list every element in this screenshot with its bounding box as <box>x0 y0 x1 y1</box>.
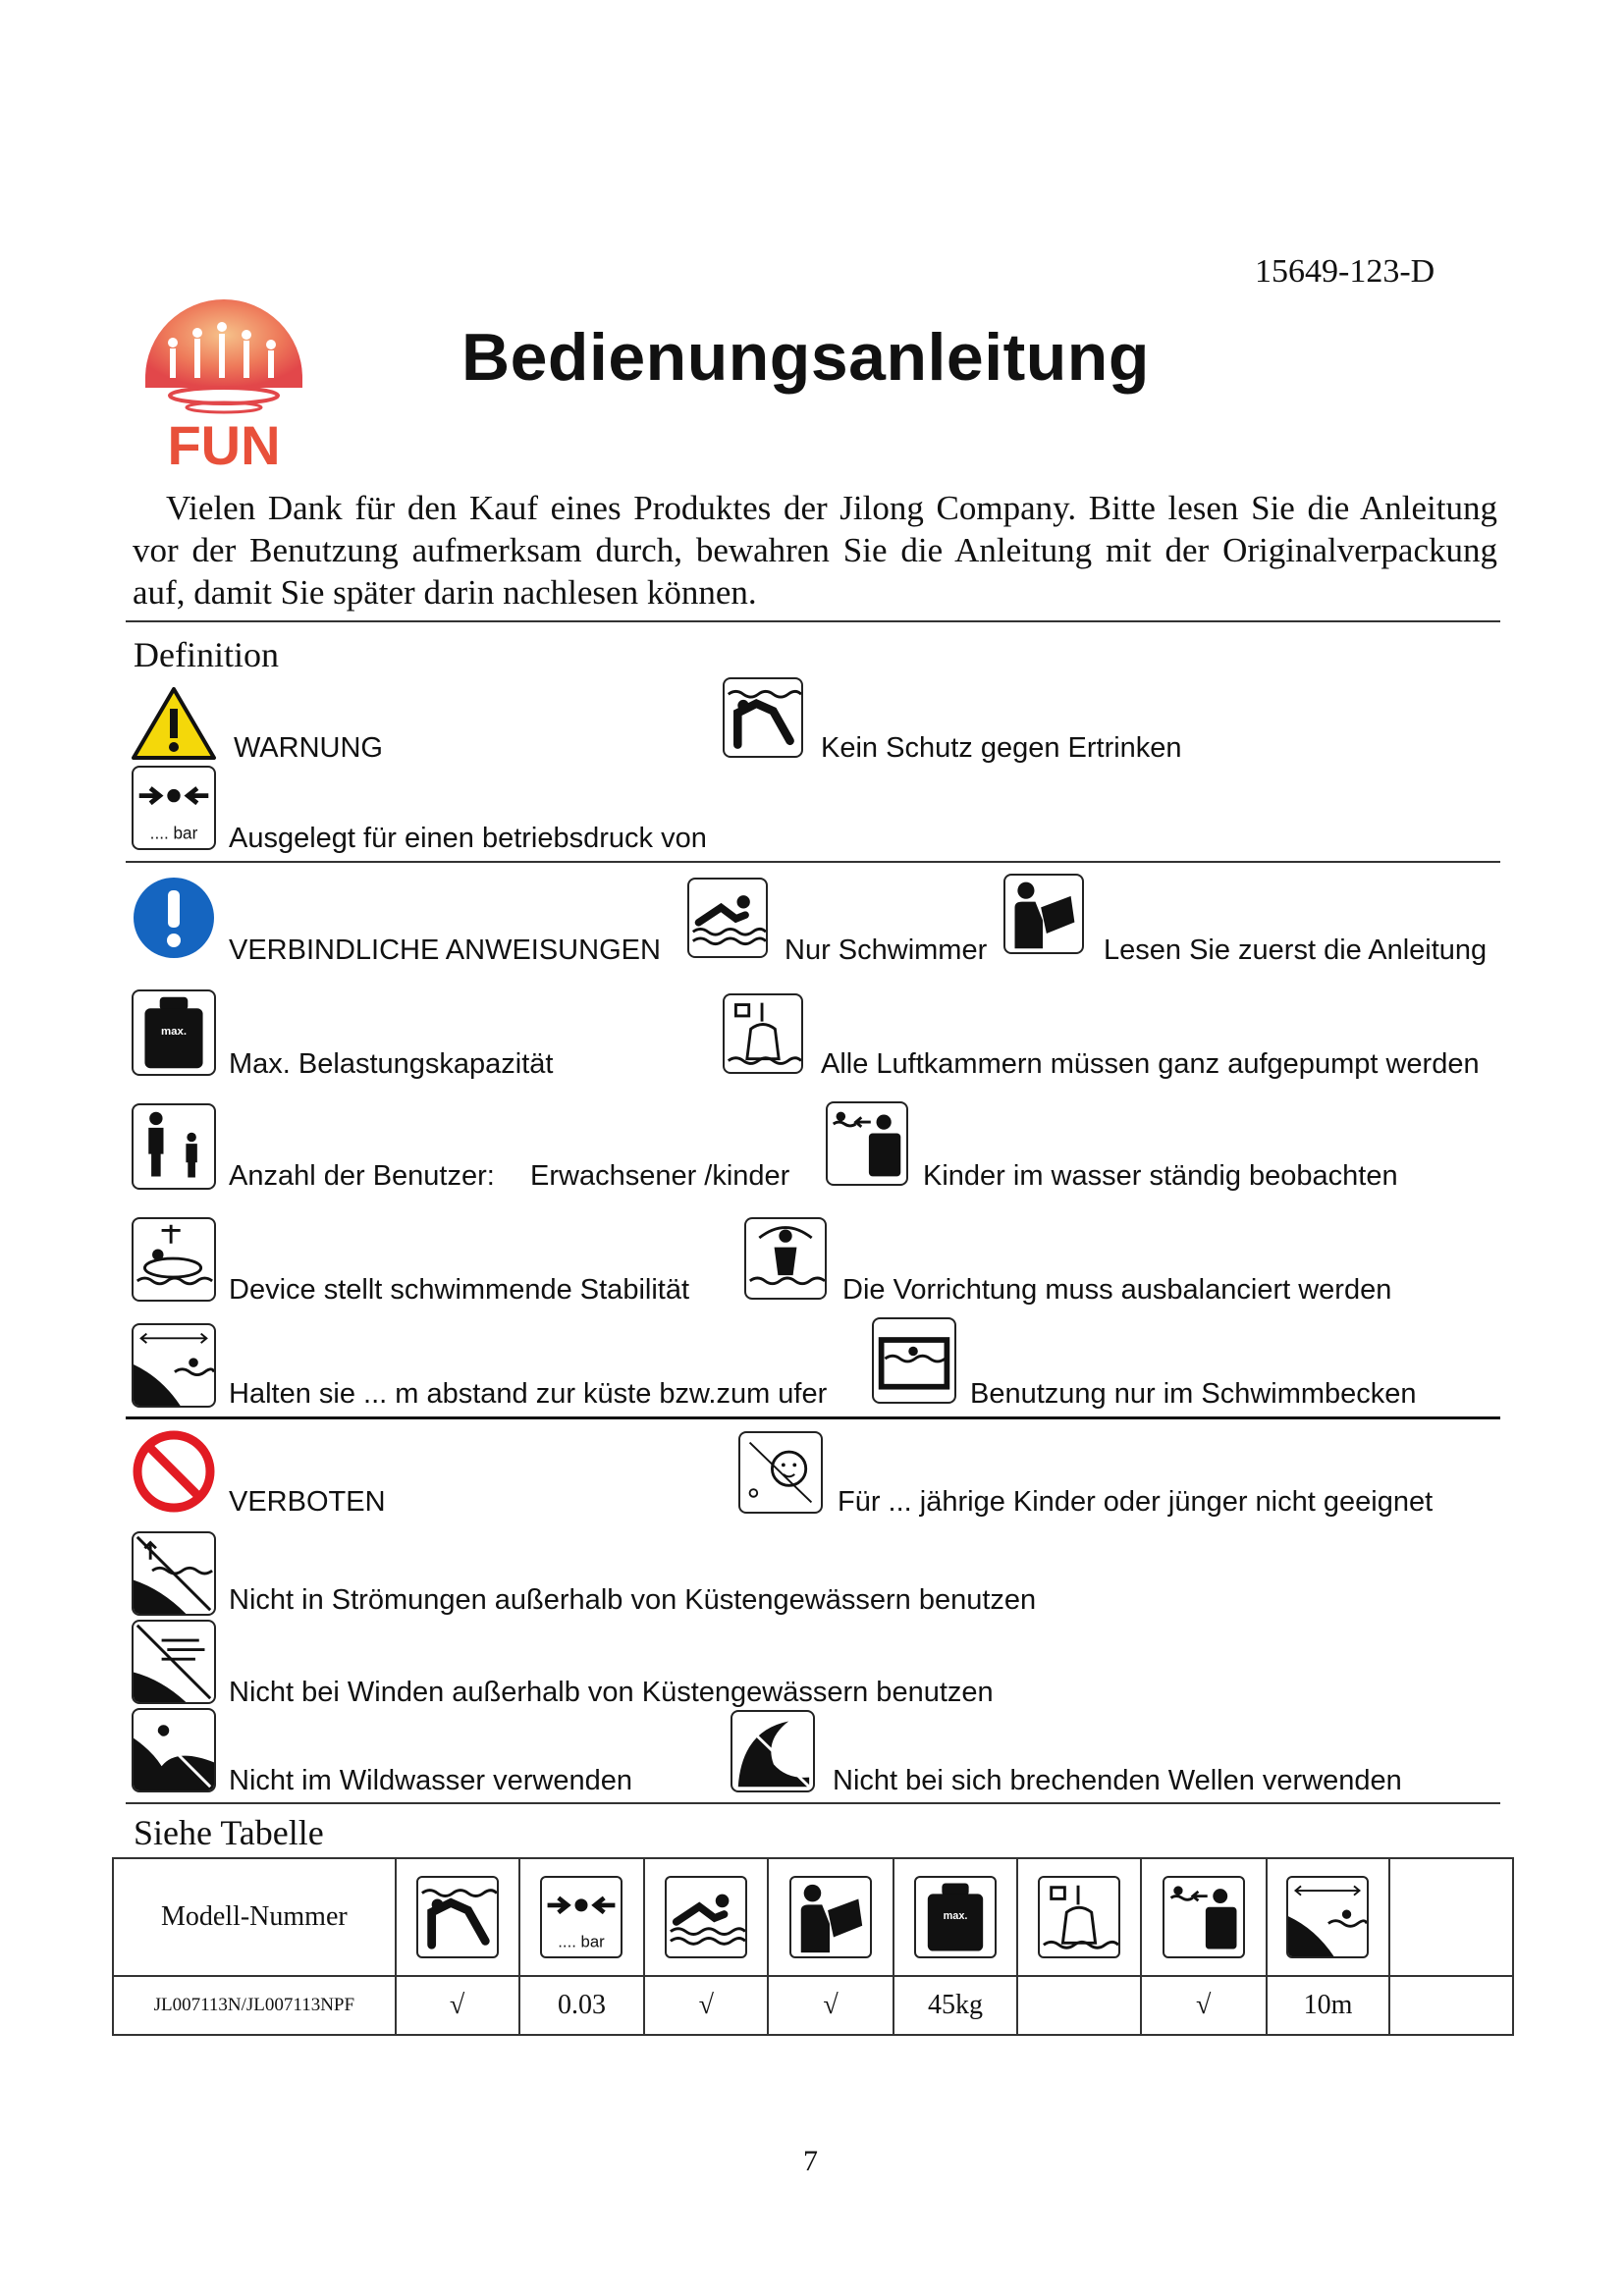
pressure-icon-text: .... bar <box>149 823 198 843</box>
extra-cell <box>1389 1976 1513 2035</box>
age-limit-icon <box>738 1431 823 1514</box>
inflate-cell <box>1017 1976 1141 2035</box>
header-read <box>768 1858 893 1976</box>
balanced-icon <box>744 1217 827 1300</box>
warning-triangle-icon <box>131 685 217 762</box>
definition-heading: Definition <box>134 635 279 674</box>
logo-text: FUN <box>167 414 281 471</box>
divider <box>126 1416 1500 1419</box>
no-winds-icon <box>132 1620 216 1704</box>
swimmers-only-label: Nur Schwimmer <box>785 934 988 966</box>
max-load-cell: 45kg <box>893 1976 1017 2035</box>
intro-paragraph: Vielen Dank für den Kauf eines Produktes der Jilong Company. Bitte lesen Sie die Anleitung vor der Benutzung aufmerksam durch, bewahren Sie die Anleitung mit der Originalverpackung auf, damit Sie später darin nachlesen können. <box>133 489 1497 612</box>
watch-children-icon <box>1163 1876 1245 1958</box>
mandatory-icon <box>132 876 216 960</box>
read-manual-icon <box>789 1876 872 1958</box>
floating-stability-label: Device stellt schwimmende Stabilität <box>229 1274 690 1306</box>
table-heading: Siehe Tabelle <box>134 1813 324 1852</box>
watch-cell: √ <box>1141 1976 1267 2035</box>
prohibited-heading: VERBOTEN <box>229 1486 386 1518</box>
max-load-label: Max. Belastungskapazität <box>229 1048 554 1080</box>
no-winds-label: Nicht bei Winden außerhalb von Küstengewässern benutzen <box>229 1677 994 1708</box>
balanced-label: Die Vorrichtung muss ausbalanciert werden <box>842 1274 1392 1306</box>
swimmers-cell: √ <box>644 1976 768 2035</box>
floating-stability-icon <box>132 1217 216 1302</box>
swimmer-icon <box>665 1876 747 1958</box>
inflate-all-label: Alle Luftkammern müssen ganz aufgepumpt werden <box>821 1048 1480 1080</box>
header-empty <box>1389 1858 1513 1976</box>
users-count-icon <box>132 1103 216 1190</box>
pressure-cell: 0.03 <box>519 1976 645 2035</box>
mandatory-heading: VERBINDLICHE ANWEISUNGEN <box>229 934 661 966</box>
shore-distance-icon <box>1286 1876 1369 1958</box>
header-swimmers <box>644 1858 768 1976</box>
divider <box>126 620 1500 622</box>
read-cell: √ <box>768 1976 893 2035</box>
pressure-label: Ausgelegt für einen betriebsdruck von <box>229 823 707 854</box>
max-icon-text: max. <box>160 1025 188 1038</box>
no-currents-icon <box>132 1531 216 1616</box>
table-header-row <box>113 1858 1513 1976</box>
pool-only-label: Benutzung nur im Schwimmbecken <box>970 1378 1417 1410</box>
no-drowning-protection-icon <box>723 677 803 758</box>
divider <box>126 1802 1500 1804</box>
watch-children-label: Kinder im wasser ständig beobachten <box>923 1160 1398 1192</box>
no-whitewater-label: Nicht im Wildwasser verwenden <box>229 1765 632 1796</box>
age-limit-label: Für ... jährige Kinder oder jünger nicht geeignet <box>838 1486 1434 1518</box>
header-pressure <box>519 1858 645 1976</box>
fun-logo <box>135 280 312 471</box>
header-distance <box>1267 1858 1390 1976</box>
no-whitewater-icon <box>132 1708 216 1792</box>
no-breaking-waves-label: Nicht bei sich brechenden Wellen verwenden <box>833 1765 1402 1796</box>
max-load-icon <box>914 1876 997 1958</box>
swimmer-icon <box>687 878 768 958</box>
header-no-protection <box>396 1858 519 1976</box>
watch-children-icon <box>826 1101 908 1186</box>
inflate-all-icon <box>723 993 803 1074</box>
users-count-label: Anzahl der Benutzer: <box>229 1160 495 1192</box>
header-inflate <box>1017 1858 1141 1976</box>
pressure-icon <box>540 1876 623 1958</box>
shore-distance-label: Halten sie ... m abstand zur küste bzw.zum ufer <box>229 1378 828 1410</box>
shore-distance-icon <box>132 1323 216 1408</box>
model-number-header: Modell-Nummer <box>113 1858 396 1976</box>
read-first-label: Lesen Sie zuerst die Anleitung <box>1104 934 1488 966</box>
page-number: 7 <box>803 2145 818 2177</box>
warning-label: WARNUNG <box>234 732 383 764</box>
users-type-label: Erwachsener /kinder <box>530 1160 790 1192</box>
max-icon-text: max. <box>943 1909 968 1922</box>
no-protection-cell: √ <box>396 1976 519 2035</box>
page-title: Bedienungsanleitung <box>461 320 1150 395</box>
divider <box>126 861 1500 863</box>
prohibited-icon <box>132 1429 216 1514</box>
max-load-icon <box>132 989 216 1076</box>
no-breaking-waves-icon <box>731 1710 815 1792</box>
pressure-icon-text: .... bar <box>558 1932 606 1951</box>
no-protection-label: Kein Schutz gegen Ertrinken <box>821 732 1182 764</box>
model-cell: JL007113N/JL007113NPF <box>113 1976 396 2035</box>
document-number: 15649-123-D <box>1255 253 1435 290</box>
spec-table <box>112 1857 1514 2036</box>
inflate-all-icon <box>1038 1876 1120 1958</box>
table-row <box>113 1976 1513 2035</box>
read-manual-icon <box>1003 874 1084 954</box>
pool-only-icon <box>872 1317 956 1404</box>
pressure-icon <box>132 766 216 850</box>
distance-cell: 10m <box>1267 1976 1390 2035</box>
header-max-load <box>893 1858 1017 1976</box>
no-drowning-protection-icon <box>416 1876 499 1958</box>
no-currents-label: Nicht in Strömungen außerhalb von Küstengewässern benutzen <box>229 1584 1037 1616</box>
header-watch <box>1141 1858 1267 1976</box>
